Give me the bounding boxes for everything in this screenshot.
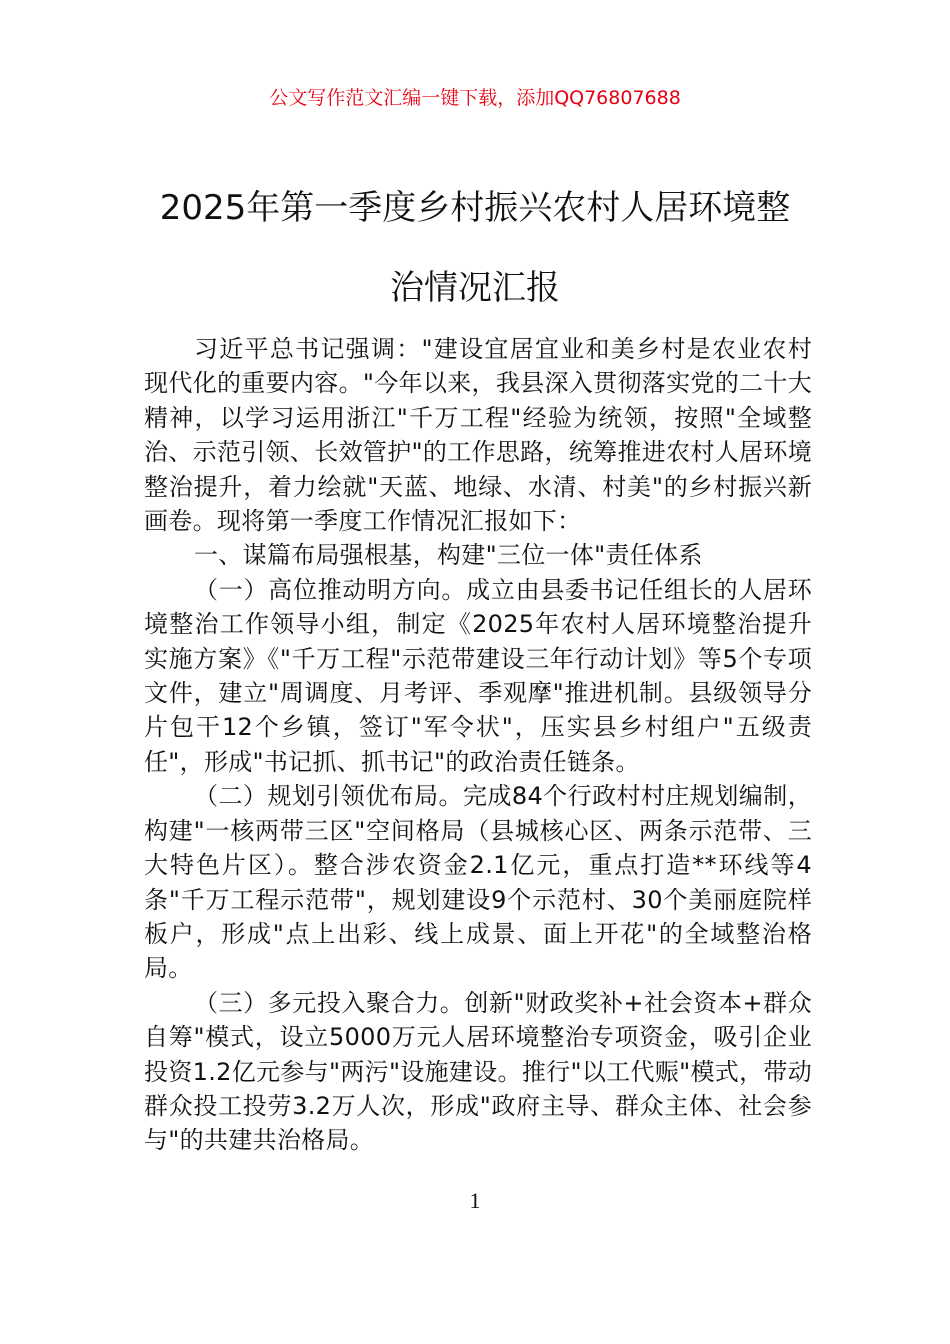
page-number: 1	[469, 1188, 481, 1213]
title-line-2: 治情况汇报	[390, 268, 560, 308]
download-banner: 公文写作范文汇编一键下载，添加QQ76807688	[269, 87, 681, 109]
section-heading-1: 一、谋篇布局强根基，构建"三位一体"责任体系	[194, 541, 703, 570]
document-title	[120, 168, 830, 328]
subsection-paragraph-1: （一）高位推动明方向。成立由县委书记任组长的人居环境整治工作领导小组，制定《2025年农村人居环境整治提升实施方案》《"千万工程"示范带建设三年行动计划》等5个专项文件，建立"周调度、月考评、季观摩"推进机制。县级领导分片包干12个乡镇，签订"军令状"，压实县乡村组户"五级责任"，形成"书记抓、抓书记"的政治责任链条。	[144, 575, 812, 776]
subsection-paragraph-2: （二）规划引领优布局。完成84个行政村村庄规划编制，构建"一核两带三区"空间格局（县城核心区、两条示范带、三大特色片区）。整合涉农资金2.1亿元，重点打造**环线等4条"千万工程示范带"，规划建设9个示范村、30个美丽庭院样板户，形成"点上出彩、线上成景、面上开花"的全域整治格局。	[144, 782, 812, 983]
subsection-paragraph-3: （三）多元投入聚合力。创新"财政奖补+社会资本+群众自筹"模式，设立5000万元人居环境整治专项资金，吸引企业投资1.2亿元参与"两污"设施建设。推行"以工代赈"模式，带动群众投工投劳3.2万人次，形成"政府主导、群众主体、社会参与"的共建共治格局。	[144, 988, 812, 1155]
document-body	[144, 332, 812, 1158]
title-line-1: 2025年第一季度乡村振兴农村人居环境整	[159, 188, 791, 228]
intro-paragraph: 习近平总书记强调："建设宜居宜业和美乡村是农业农村现代化的重要内容。"今年以来，我县深入贯彻落实党的二十大精神，以学习运用浙江"千万工程"经验为统领，按照"全域整治、示范引领、长效管护"的工作思路，统筹推进农村人居环境整治提升，着力绘就"天蓝、地绿、水清、村美"的乡村振兴新画卷。现将第一季度工作情况汇报如下：	[144, 335, 812, 536]
